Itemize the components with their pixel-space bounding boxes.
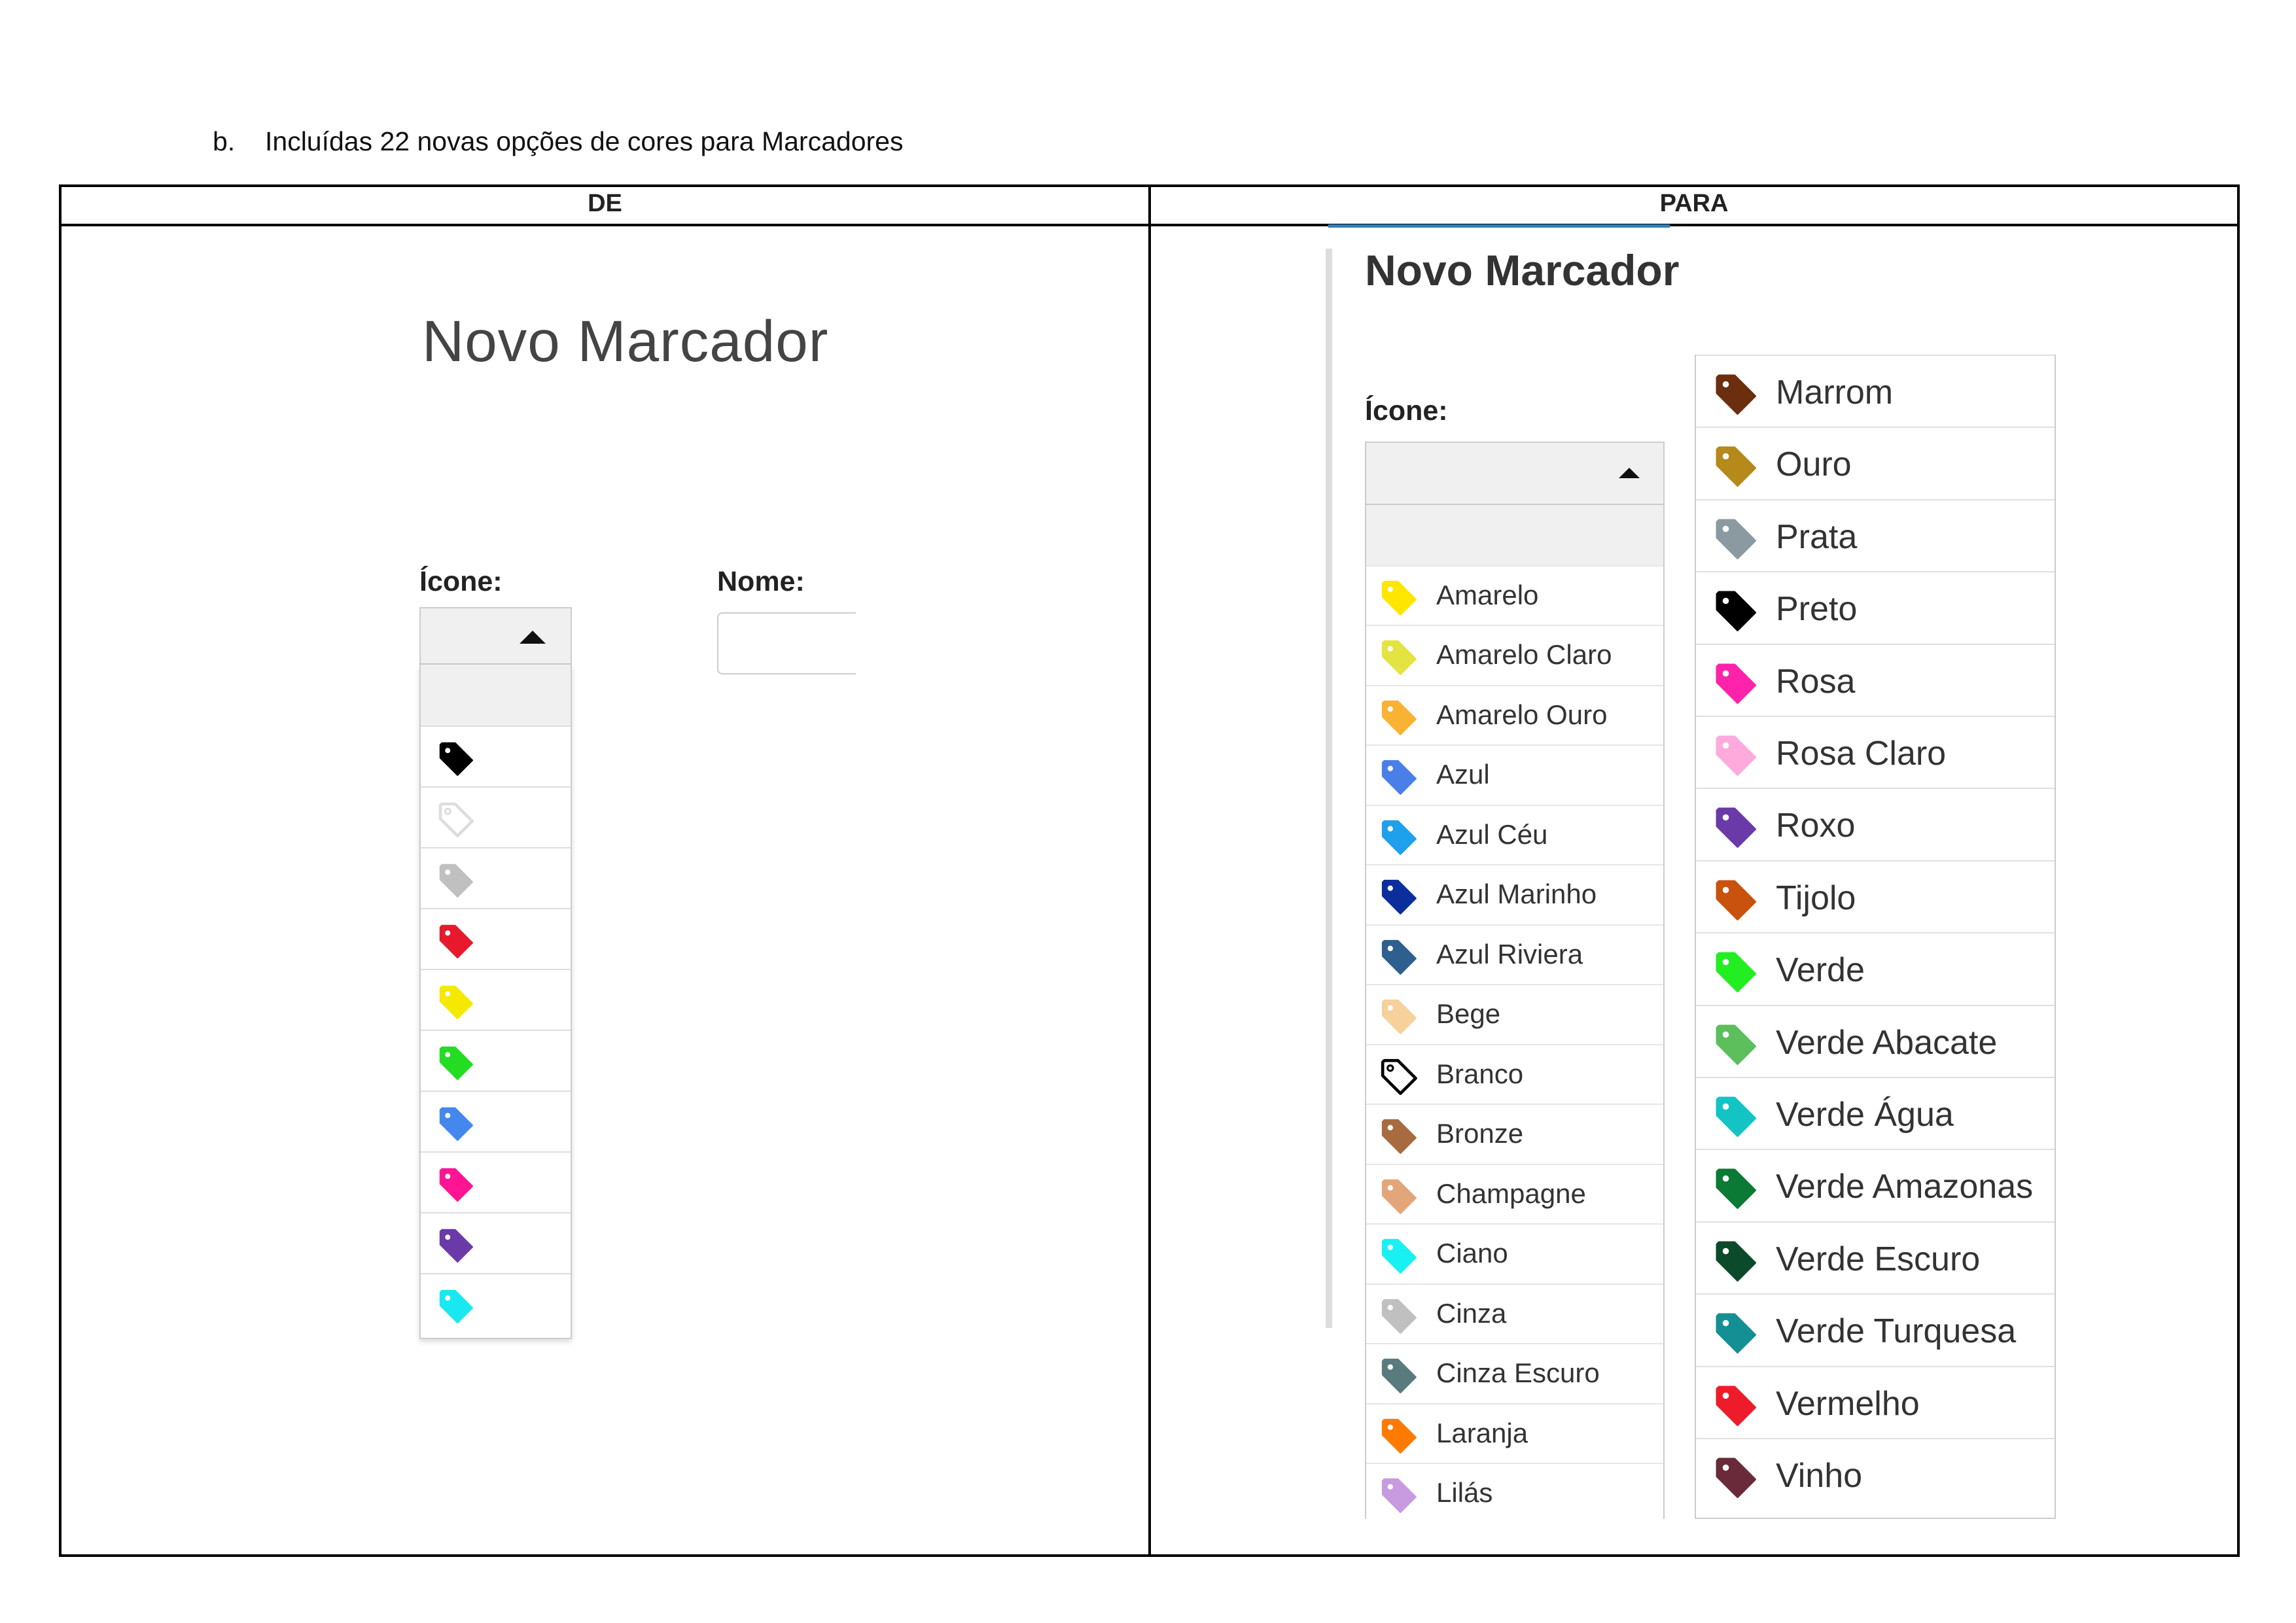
tag-icon — [437, 740, 476, 779]
color-option-label: Marrom — [1776, 374, 1894, 411]
color-option[interactable] — [1366, 1164, 1663, 1224]
color-option-label: Verde — [1776, 951, 1865, 990]
color-option-label: Amarelo — [1436, 579, 1539, 610]
de-icon-select[interactable] — [419, 607, 572, 665]
color-option-label: Azul Marinho — [1436, 879, 1597, 909]
icon-option[interactable] — [421, 908, 571, 970]
tag-icon — [1713, 733, 1760, 780]
icon-option[interactable] — [421, 969, 571, 1031]
tag-icon — [1379, 818, 1420, 858]
header-divider — [59, 224, 2240, 226]
color-option[interactable] — [1696, 1221, 2055, 1293]
tag-icon — [1379, 1236, 1420, 1277]
tag-icon — [1379, 578, 1420, 619]
color-option[interactable] — [1366, 984, 1663, 1044]
tag-icon — [437, 1044, 476, 1083]
tag-icon — [1713, 877, 1760, 924]
color-option-label: Branco — [1436, 1058, 1524, 1089]
column-divider — [1148, 184, 1151, 1557]
color-option-label: Ouro — [1776, 445, 1852, 484]
tag-icon — [1713, 588, 1760, 635]
color-option[interactable] — [1366, 1044, 1663, 1104]
tag-icon — [1379, 997, 1420, 1038]
color-option-label: Vinho — [1776, 1457, 1863, 1495]
color-option[interactable] — [1696, 499, 2055, 571]
color-option-label: Verde Escuro — [1776, 1240, 1981, 1278]
tag-icon — [1713, 1310, 1760, 1357]
icon-option[interactable] — [421, 786, 571, 848]
icon-option[interactable] — [421, 1273, 571, 1335]
color-option[interactable] — [1696, 788, 2055, 860]
tag-icon — [1379, 877, 1420, 918]
color-option-label: Verde Amazonas — [1776, 1168, 2034, 1206]
color-option-label: Ciano — [1436, 1238, 1508, 1268]
color-option[interactable] — [1696, 355, 2055, 427]
de-dialog-title: Novo Marcador — [422, 308, 829, 374]
tag-outline-icon — [437, 801, 476, 840]
color-option-label: Verde Abacate — [1776, 1023, 1998, 1062]
color-option[interactable] — [1366, 1403, 1663, 1463]
color-option[interactable] — [1366, 565, 1663, 625]
color-option[interactable] — [1366, 805, 1663, 865]
para-icon-select[interactable] — [1365, 442, 1665, 505]
color-option[interactable] — [1696, 427, 2055, 498]
color-option-label: Azul Céu — [1436, 818, 1548, 850]
color-option[interactable] — [1366, 1223, 1663, 1283]
de-name-input[interactable] — [717, 612, 856, 674]
color-option[interactable] — [1366, 625, 1663, 685]
color-option[interactable] — [1366, 1104, 1663, 1164]
icon-option[interactable] — [421, 1151, 571, 1213]
color-option[interactable] — [1366, 1343, 1663, 1403]
column-header-de: DE — [588, 190, 622, 217]
tag-icon — [1713, 661, 1760, 708]
color-option-label: Amarelo Ouro — [1436, 699, 1608, 730]
empty-option[interactable] — [421, 665, 571, 725]
tag-icon — [1713, 949, 1760, 996]
tag-icon — [1713, 516, 1760, 563]
color-option[interactable] — [1366, 1463, 1663, 1523]
tag-icon — [1379, 1057, 1420, 1098]
tag-icon — [1713, 1455, 1760, 1502]
color-option[interactable] — [1696, 1077, 2055, 1149]
color-option-label: Bege — [1436, 998, 1501, 1029]
tag-icon — [1379, 1356, 1420, 1397]
tag-icon — [1379, 1177, 1420, 1217]
tag-icon — [1713, 1166, 1760, 1213]
icon-option[interactable] — [421, 1030, 571, 1092]
color-option-label: Verde Turquesa — [1776, 1312, 2017, 1351]
color-option-label: Prata — [1776, 517, 1858, 556]
caret-up-icon — [520, 631, 546, 644]
color-option[interactable] — [1696, 1366, 2055, 1438]
empty-option[interactable] — [1366, 505, 1663, 565]
color-option-label: Vermelho — [1776, 1384, 1920, 1423]
tag-icon — [1379, 937, 1420, 978]
color-option-label: Azul — [1436, 759, 1490, 790]
color-option[interactable] — [1366, 1283, 1663, 1344]
tag-icon — [1379, 1416, 1420, 1457]
color-option-label: Laranja — [1436, 1417, 1528, 1448]
tag-icon — [1713, 1238, 1760, 1285]
color-option-label: Rosa — [1776, 662, 1856, 701]
section-heading — [213, 126, 903, 157]
tag-icon — [1713, 444, 1760, 491]
column-header-para: PARA — [1659, 190, 1729, 217]
tag-icon — [1379, 758, 1420, 798]
tag-icon — [1379, 1476, 1420, 1516]
color-option[interactable] — [1366, 685, 1663, 745]
color-option-label: Cinza — [1436, 1297, 1507, 1329]
color-option-label: Amarelo Claro — [1436, 639, 1612, 670]
color-option-label: Cinza Escuro — [1436, 1357, 1600, 1388]
color-option-label: Roxo — [1776, 807, 1856, 845]
icon-option[interactable] — [421, 847, 571, 909]
para-scroll-bar — [1326, 249, 1332, 1328]
tag-icon — [437, 1227, 476, 1266]
tag-icon — [437, 1166, 476, 1205]
tag-icon — [437, 1105, 476, 1144]
color-option[interactable] — [1696, 644, 2055, 716]
tag-icon — [1379, 698, 1420, 739]
de-icon-dropdown-list — [419, 665, 572, 1339]
color-option[interactable] — [1366, 744, 1663, 805]
color-option-label: Champagne — [1436, 1178, 1586, 1209]
tag-icon — [1713, 1094, 1760, 1141]
para-icon-label: Ícone: — [1365, 395, 1448, 427]
tag-icon — [1713, 805, 1760, 852]
color-option-label: Lilás — [1436, 1477, 1493, 1508]
color-option[interactable] — [1696, 1149, 2055, 1221]
color-option[interactable] — [1696, 1005, 2055, 1077]
icon-option[interactable] — [421, 1091, 571, 1153]
color-option-label: Bronze — [1436, 1118, 1524, 1149]
para-icon-dropdown-list — [1365, 505, 1665, 1519]
tag-icon — [1713, 1383, 1760, 1430]
caret-up-icon — [1619, 468, 1640, 478]
color-option-label: Verde Água — [1776, 1096, 1954, 1134]
para-dialog-title: Novo Marcador — [1365, 246, 1680, 294]
de-name-label: Nome: — [717, 566, 805, 597]
color-option[interactable] — [1696, 932, 2055, 1004]
color-option[interactable] — [1696, 1438, 2055, 1510]
para-icon-dropdown-list-continued — [1695, 355, 2056, 1519]
para-title-accent-bar — [1328, 224, 1670, 228]
color-option[interactable] — [1366, 924, 1663, 985]
color-option[interactable] — [1696, 571, 2055, 643]
color-option[interactable] — [1696, 1293, 2055, 1365]
color-option-label: Tijolo — [1776, 879, 1856, 917]
tag-icon — [1379, 638, 1420, 678]
color-option[interactable] — [1366, 864, 1663, 924]
tag-icon — [437, 1287, 476, 1327]
tag-icon — [437, 922, 476, 962]
tag-icon — [1713, 1022, 1760, 1069]
tag-icon — [437, 983, 476, 1022]
tag-icon — [1713, 372, 1760, 419]
section-number: b. — [213, 126, 236, 156]
color-option[interactable] — [1696, 860, 2055, 932]
color-option-label: Rosa Claro — [1776, 735, 1947, 773]
de-icon-label: Ícone: — [419, 566, 503, 597]
section-text: Incluídas 22 novas opções de cores para Marcadores — [265, 126, 904, 156]
icon-option[interactable] — [421, 1212, 571, 1274]
color-option-label: Azul Riviera — [1436, 938, 1583, 969]
tag-icon — [1379, 1117, 1420, 1157]
color-option[interactable] — [1696, 716, 2055, 788]
tag-icon — [1379, 1297, 1420, 1337]
icon-option[interactable] — [421, 725, 571, 788]
color-option-label: Preto — [1776, 590, 1858, 629]
tag-icon — [437, 862, 476, 901]
